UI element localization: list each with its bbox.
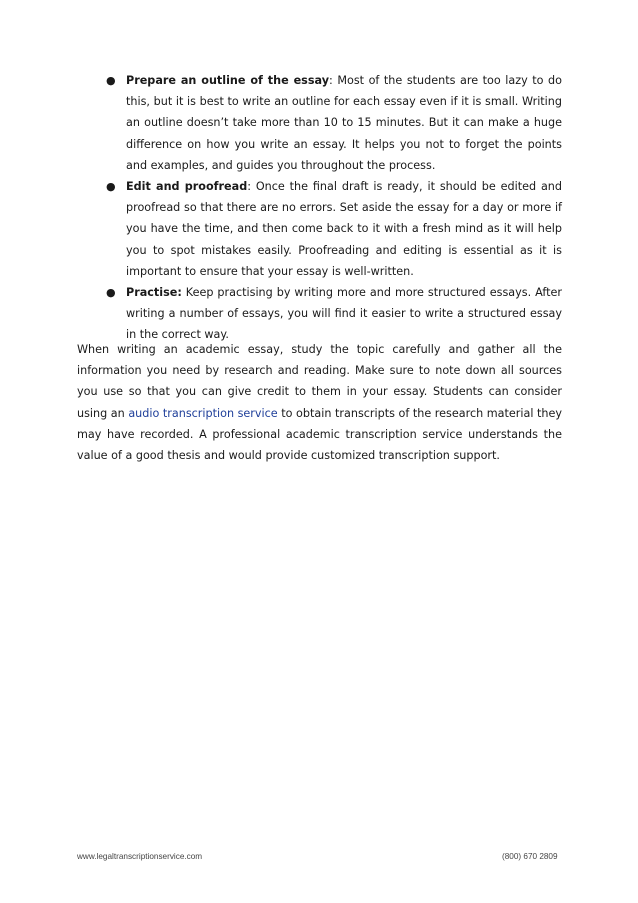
bullet-dot-icon: ● (106, 74, 116, 87)
audio-transcription-link[interactable]: audio transcription service (128, 406, 278, 420)
bullet-dot-icon: ● (106, 286, 116, 300)
body-paragraph (77, 339, 562, 466)
bullet-term: Practise: (126, 286, 182, 300)
bullet-item-practise (96, 282, 562, 346)
footer-phone: (800) 670 2809 (502, 852, 558, 861)
bullet-term: Prepare an outline of the essay (126, 74, 329, 87)
bullet-term: Edit and proofread (126, 180, 248, 194)
bullet-text: Once the final draft is ready, it should be edited and proofread so that there are no errors. Set aside the essay for a day or more if you have the time, and then come back to it with a fresh mind as it will help you to spot mistakes easily. Proofreading and editing is essential as it is important to ensure that your essay is well-written. (126, 180, 562, 278)
bullet-text: Keep practising by writing more and more structured essays. After writing a number of essays, you will find it easier to write a structured essay in the correct way. (126, 286, 562, 342)
bullet-item-outline (96, 70, 562, 176)
bullet-text: Most of the students are too lazy to do this, but it is best to write an outline for each essay even if it is small. Writing an outline doesn’t take more than 10 to 15 minutes. But it can make a huge difference on how you write an essay. It helps you not to forget the points and examples, and guides you throughout the process. (126, 74, 562, 172)
bullet-separator: : (329, 74, 333, 87)
footer-website: www.legaltranscriptionservice.com (77, 852, 203, 861)
paragraph-text-end: to obtain transcripts of the research material they may have recorded. A professional academic transcription service understands the value of a good thesis and would provide customized transcription support. (77, 406, 563, 463)
paragraph-text-start: When writing an academic essay, study the topic carefully and gather all the information you need by research and reading. Make sure to note down all sources you use so that you can give credit to them in your essay. Students can consider using an (77, 343, 562, 420)
bullet-separator: : (247, 180, 251, 194)
bullet-dot-icon: ● (106, 180, 116, 194)
bullet-item-edit (96, 176, 562, 282)
bullet-list (96, 70, 562, 346)
